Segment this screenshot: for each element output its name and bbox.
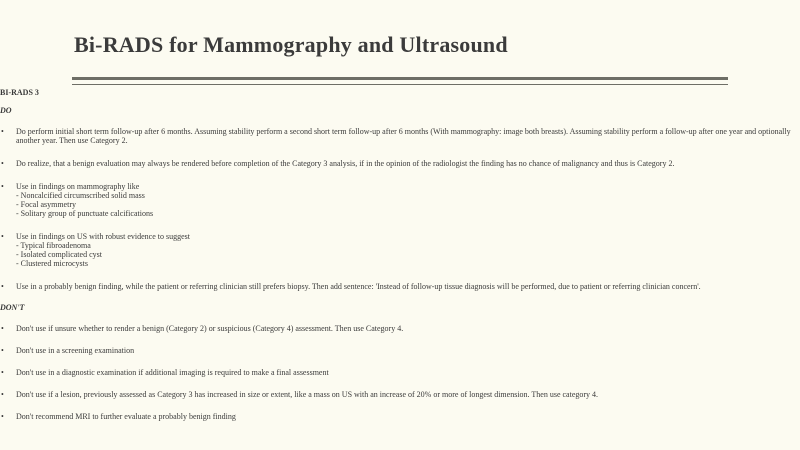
- list-item: [0, 232, 800, 268]
- list-item-text: - Solitary group of punctuate calcifications: [16, 209, 154, 218]
- title-divider-thin: [72, 84, 728, 85]
- bullet-icon: •: [1, 368, 4, 377]
- list-item: [0, 390, 800, 399]
- bullet-icon: •: [1, 324, 4, 333]
- list-item: [0, 412, 800, 421]
- list-item-text: Don't use in a diagnostic examination if additional imaging is required to make a final assessment: [16, 368, 329, 377]
- bullet-icon: •: [1, 182, 4, 191]
- list-item-text: - Typical fibroadenoma: [16, 241, 91, 250]
- list-item: [0, 127, 800, 145]
- list-item: [0, 346, 800, 355]
- list-item: [0, 159, 800, 168]
- list-item-text: Do perform initial short term follow-up after 6 months. Assuming stability perform a second short term follow-up after 6 months (With mammography: image both breasts). Assuming stability perform a follow-up after one year and optionally another year. Then use Category 2.: [16, 127, 791, 145]
- list-item-text: Don't use if a lesion, previously assessed as Category 3 has increased in size or extent, like a mass on US with an increase of 20% or more of longest dimension. Then use category 4.: [16, 390, 599, 399]
- list-item: [0, 324, 800, 333]
- title-divider-thick: [72, 77, 728, 80]
- list-item-text: Use in a probably benign finding, while the patient or referring clinician still prefers biopsy. Then add sentence: 'Instead of follow-up tissue diagnosis will be performed, due to patient or referring clinician concern'.: [16, 282, 701, 291]
- list-item-text: Use in findings on mammography like: [16, 182, 140, 191]
- list-item: [0, 368, 800, 377]
- list-item-text: - Isolated complicated cyst: [16, 250, 102, 259]
- list-item-text: Don't use if unsure whether to render a benign (Category 2) or suspicious (Category 4) assessment. Then use Category 4.: [16, 324, 404, 333]
- bullet-icon: •: [1, 127, 4, 136]
- do-heading: DO: [0, 106, 12, 115]
- dont-list: [0, 324, 800, 421]
- list-item-text: - Focal asymmetry: [16, 200, 76, 209]
- bullet-icon: •: [1, 390, 4, 399]
- list-item: [0, 282, 800, 291]
- list-item-text: Use in findings on US with robust evidence to suggest: [16, 232, 190, 241]
- list-item: [0, 182, 800, 218]
- content-body: [0, 88, 800, 421]
- dont-heading: DON'T: [0, 303, 25, 312]
- list-item-text: Don't use in a screening examination: [16, 346, 135, 355]
- bullet-icon: •: [1, 232, 4, 241]
- page-title: Bi-RADS for Mammography and Ultrasound: [74, 32, 508, 57]
- do-list: [0, 127, 800, 291]
- bullet-icon: •: [1, 282, 4, 291]
- section-heading: BI-RADS 3: [0, 88, 39, 97]
- bullet-icon: •: [1, 412, 4, 421]
- bullet-icon: •: [1, 159, 4, 168]
- list-item-text: - Noncalcified circumscribed solid mass: [16, 191, 145, 200]
- bullet-icon: •: [1, 346, 4, 355]
- list-item-text: Do realize, that a benign evaluation may always be rendered before completion of the Category 3 analysis, if in the opinion of the radiologist the finding has no chance of malignancy and thus is Category 2.: [16, 159, 675, 168]
- list-item-text: - Clustered microcysts: [16, 259, 88, 268]
- list-item-text: Don't recommend MRI to further evaluate a probably benign finding: [16, 412, 236, 421]
